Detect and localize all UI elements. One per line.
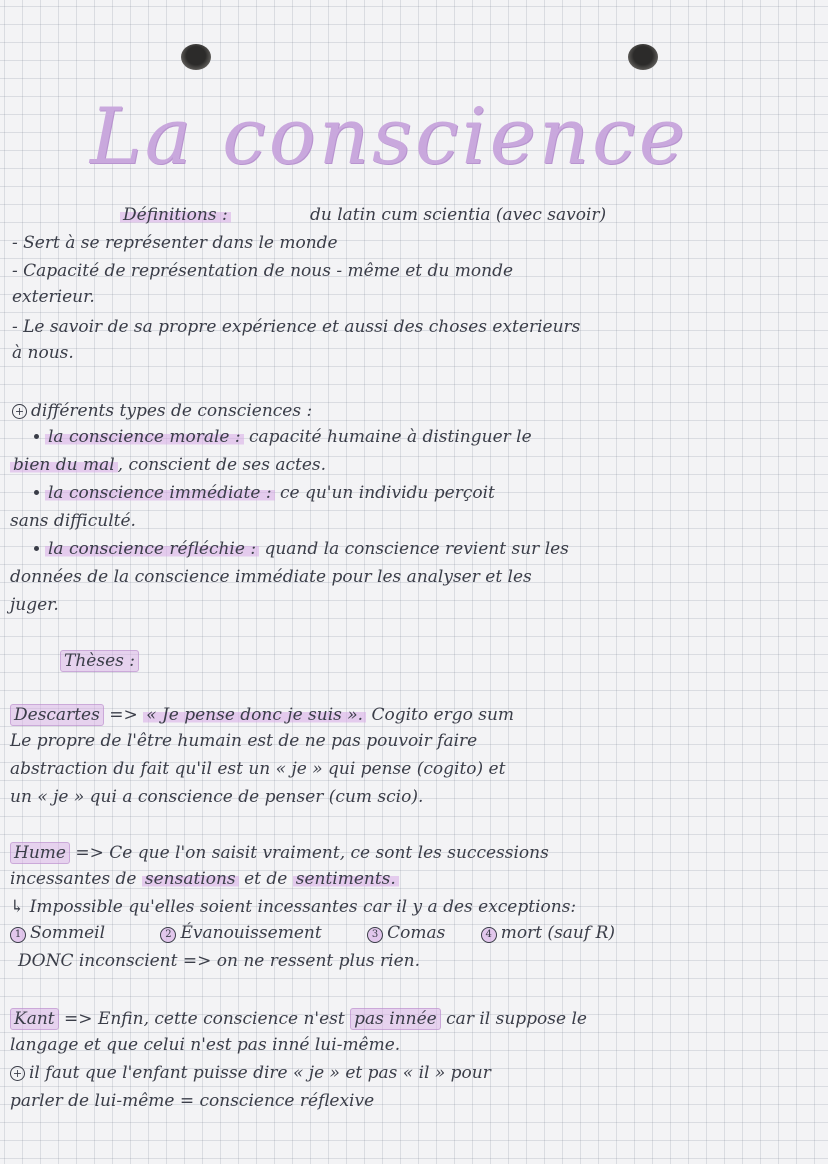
etymology: du latin cum scientia (avec savoir) [310,205,607,225]
descartes-line: Descartes => « Je pense donc je suis ». Cogito ergo sum [10,704,514,726]
definition-item: - Capacité de représentation de nous - même et du monde [12,261,514,281]
hume-line: Hume => Ce que l'on saisit vraiment, ce sont les successions [10,842,549,864]
kant-text: + il faut que l'enfant puisse dire « je » et pas « il » pour [10,1062,491,1084]
morale-label: la conscience morale : [45,427,244,447]
type-reflechie-cont: données de la conscience immédiate pour les analyser et les [10,567,532,587]
bullet-icon [34,490,39,495]
type-morale: la conscience morale : capacité humaine à distinguer le [34,426,532,448]
plus-circle-icon: + [12,404,27,419]
plus-circle-icon: + [10,1066,25,1081]
kant-line: Kant => Enfin, cette conscience n'est pas innée car il suppose le [10,1008,587,1030]
definition-item: - Le savoir de sa propre expérience et aussi des choses exterieurs [12,317,581,337]
hume-name: Hume [10,842,70,864]
kant-text: parler de lui-même = conscience réflexive [10,1091,375,1111]
definition-item: exterieur. [12,287,95,307]
definition-item: à nous. [12,343,74,363]
definition-item: - Sert à se représenter dans le monde [12,233,338,253]
page-title: La conscience [90,92,688,182]
descartes-text: un « je » qui a conscience de penser (cum scio). [10,787,424,807]
type-morale-cont: bien du mal , conscient de ses actes. [10,454,326,476]
kant-name: Kant [10,1008,59,1030]
type-immediate-cont: sans difficulté. [10,511,136,531]
kant-text: langage et que celui n'est pas inné lui-même. [10,1035,401,1055]
types-heading: + différents types de consciences : [12,400,312,422]
punch-hole-right [628,44,658,70]
definitions-heading: Définitions : [120,204,231,226]
descartes-text: abstraction du fait qu'il est un « je » qui pense (cogito) et [10,759,506,779]
theses-heading: Thèses : [60,650,139,672]
immediate-label: la conscience immédiate : [45,483,275,503]
hume-text: incessantes de sensations et de sentiments. [10,868,399,890]
hume-text: DONC inconscient => on ne ressent plus rien. [18,951,421,971]
type-immediate: la conscience immédiate : ce qu'un individu perçoit [34,482,495,504]
reflechie-label: la conscience réfléchie : [45,539,259,559]
type-reflechie: la conscience réfléchie : quand la conscience revient sur les [34,538,569,560]
descartes-text: Le propre de l'être humain est de ne pas pouvoir faire [10,731,478,751]
type-reflechie-cont2: juger. [10,595,59,615]
bullet-icon [34,434,39,439]
hume-text: ↳ Impossible qu'elles soient incessantes car il y a des exceptions: [10,897,577,917]
punch-hole-left [181,44,211,70]
bullet-icon [34,546,39,551]
hume-exceptions: 1 Sommeil 2 Évanouissement 3 Comas 4 mort (sauf R) [10,922,615,944]
descartes-name: Descartes [10,704,104,726]
